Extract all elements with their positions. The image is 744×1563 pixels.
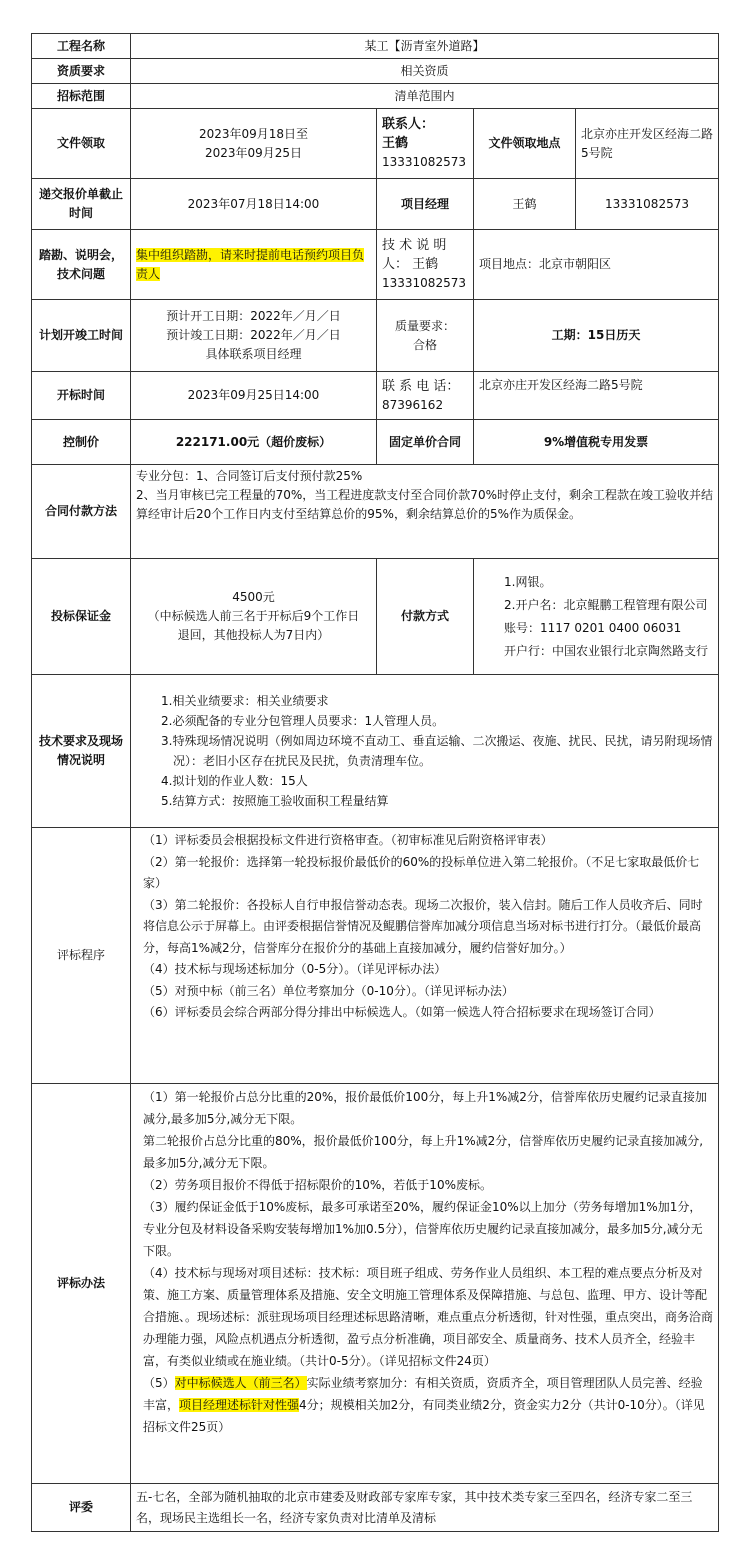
quality-label: 质量要求： <box>394 318 455 333</box>
method-p6-highlight-1: 对中标候选人（前三名） <box>174 1376 307 1390</box>
tech-req-list <box>131 675 719 828</box>
survey-label: 踏勘、说明会，技术问题 <box>32 230 131 300</box>
docs-date-start: 2023年09月18日至 <box>198 126 309 141</box>
tech-req-label: 技术要求及现场情况说明 <box>32 675 131 828</box>
qualification-value: 相关资质 <box>131 59 719 84</box>
row-procedure <box>32 828 719 1084</box>
tech-req-item-2: 2.必须配备的专业分包管理人员要求：1人管理人员。 <box>161 714 445 728</box>
survey-highlight: 集中组织踏勘，请来时提前电话预约项目负责人 <box>136 247 365 281</box>
docs-label: 文件领取 <box>32 109 131 179</box>
judges-value: 五-七名，全部为随机抽取的北京市建委及财政部专家库专家，其中技术类专家三至四名，经济专家二至三名，现场民主选组长一名，经济专家负责对比清单及清标 <box>131 1484 719 1532</box>
schedule-label: 计划开竣工时间 <box>32 300 131 372</box>
method-p6-middle: 实际业绩考察加分：有相关资质，资质齐全，项目管理团队人员完善、经验丰富， <box>143 1376 703 1412</box>
row-judges <box>32 1484 719 1532</box>
docs-date-end: 2023年09月25日 <box>204 145 303 160</box>
method-p2: 第二轮报价占总分比重的80%，报价最低价100分，每上升1%减2分，信誉库依历史履约记录直接加减分,最多加5分,减分无下限。 <box>143 1134 704 1170</box>
row-price <box>32 420 719 465</box>
procedure-item-6: （6）评标委员会综合两部分得分排出中标候选人。（如第一候选人符合招标要求在现场签订合同） <box>143 1005 661 1019</box>
row-deadline <box>32 179 719 230</box>
price-value: 222171.00元（超价废标） <box>131 420 377 465</box>
duration: 工期：15日历天 <box>474 300 719 372</box>
method-p6-highlight-2: 项目经理述标针对性强 <box>179 1398 300 1412</box>
tech-req-item-3: 3.特殊现场情况说明（例如周边环境不直动工、垂直运输、二次搬运、夜施、扰民、民扰，请另附现场情况）：老旧小区存在扰民及民扰，负责清理车位。 <box>161 734 713 768</box>
method-p5: （4）技术标与现场对项目述标：技术标：项目班子组成、劳务作业人员组织、本工程的难点要点分析及对策、施工方案、质量管理体系及措施、安全文明施工管理体系及保障措施、与总包、监理、甲方、设计等配合措施、。现场述标：派驻现场项目经理述标思路清晰，难点重点分析透彻，针对性强，重点突出，商务洽商办理能力强，风险点机遇点分析透彻，盈亏点分析准确，项目部安全、质量商务、技术人员齐全，经验丰富，有类似业绩或在施业绩。（共计0-5分）。（详见招标文件24页） <box>143 1266 714 1368</box>
judges-label: 评委 <box>32 1484 131 1532</box>
tender-table <box>31 33 719 1532</box>
schedule-end: 预计竣工日期：2022年／月／日 <box>166 328 341 342</box>
deposit-label: 投标保证金 <box>32 559 131 675</box>
pay-account: 账号：1117 0201 0400 06031 <box>504 620 682 635</box>
procedure-item-2: （2）第一轮报价：选择第一轮投标报价最低价的60%的投标单位进入第二轮报价。（不足七家取最低价七家） <box>143 854 700 890</box>
project-label: 工程名称 <box>32 34 131 59</box>
tech-contact <box>377 230 474 300</box>
payment-line-2: 2、当月审核已完工程量的70%，当工程进度款支付至合同价款70%时停止支付，剩余工程款在竣工验收并结算经审计后20个工作日内支付至结算总价的95%，剩余结算总价的5%作为质保金。 <box>136 488 713 521</box>
pay-bank: 开户行：中国农业银行北京陶然路支行 <box>504 643 709 658</box>
procedure-item-5: （5）对预中标（前三名）单位考察加分（0-10分）。（详见评标办法） <box>143 983 514 998</box>
quality <box>377 300 474 372</box>
method-label: 评标办法 <box>32 1084 131 1484</box>
row-method <box>32 1084 719 1484</box>
deadline-label: 递交报价单截止时间 <box>32 179 131 230</box>
pm-name: 王鹤 <box>474 179 576 230</box>
docs-contact-phone: 13331082573 <box>382 155 466 169</box>
payment-method-value <box>131 465 719 559</box>
tech-contact-line1: 技 术 说 明 <box>382 238 447 253</box>
procedure-list <box>131 828 719 1084</box>
schedule-start: 预计开工日期：2022年／月／日 <box>166 309 341 323</box>
method-p4: （3）履约保证金低于10%废标，最多可承诺至20%，履约保证金10%以上加分（劳务每增加1%加1分，专业分包及材料设备采购安装每增加1%加0.5分），信誉库依历史履约记录直接加减分，最多加5分,减分无下限。 <box>143 1200 703 1258</box>
row-survey <box>32 230 719 300</box>
payment-line-1: 专业分包：1、合同签订后支付预付款25% <box>136 469 363 483</box>
method-p6-prefix: （5） <box>143 1376 175 1390</box>
docs-contact-label: 联系人： <box>382 117 435 132</box>
opening-value: 2023年09月25日14:00 <box>131 372 377 420</box>
survey-value <box>131 230 377 300</box>
pay-line-2: 2.开户名：北京鲲鹏工程管理有限公司 <box>504 597 708 612</box>
opening-phone-value: 87396162 <box>382 397 444 412</box>
payment-method-label: 合同付款方法 <box>32 465 131 559</box>
tech-contact-line2: 人： 王鹤 <box>382 257 439 272</box>
pm-label: 项目经理 <box>377 179 474 230</box>
opening-phone <box>377 372 474 420</box>
row-project <box>32 34 719 59</box>
opening-label: 开标时间 <box>32 372 131 420</box>
procedure-label: 评标程序 <box>32 828 131 1084</box>
tech-contact-phone: 13331082573 <box>382 276 466 290</box>
price-label: 控制价 <box>32 420 131 465</box>
deposit-amount: 4500元 <box>232 590 275 604</box>
method-p6 <box>143 1372 713 1438</box>
row-tech-req <box>32 675 719 828</box>
fixed-price-label: 固定单价合同 <box>377 420 474 465</box>
row-docs <box>32 109 719 179</box>
procedure-item-3: （3）第二轮报价：各投标人自行申报信誉动态表。现场二次报价，装入信封。随后工作人员收齐后、同时将信息公示于屏幕上。由评委根据信誉情况及鲲鹏信誉库加减分项信息当场对标书进行打分。（最低价最高分，每高1%减2分，信誉库分在报价分的基础上直接加减分，履约信誉好加分。） <box>143 897 703 955</box>
pay-line-1: 1.网银。 <box>504 574 552 589</box>
docs-place-value: 北京亦庄开发区经海二路5号院 <box>576 109 719 179</box>
schedule-note: 具体联系项目经理 <box>205 347 302 361</box>
pay-method-label: 付款方式 <box>377 559 474 675</box>
docs-contact-name: 王鹤 <box>382 136 409 151</box>
row-payment-method <box>32 465 719 559</box>
tech-req-item-5: 5.结算方式：按照施工验收面积工程量结算 <box>161 794 389 808</box>
procedure-item-1: （1）评标委员会根据投标文件进行资格审查。（初审标准见后附资格评审表） <box>143 833 553 847</box>
scope-value: 清单范围内 <box>131 84 719 109</box>
schedule-dates <box>131 300 377 372</box>
procedure-item-4: （4）技术标与现场述标加分（0-5分）。（详见评标办法） <box>143 962 447 976</box>
tech-req-item-4: 4.拟计划的作业人数：15人 <box>161 774 308 788</box>
method-p1: （1）第一轮报价占总分比重的20%，报价最低价100分，每上升1%减2分，信誉库依历史履约记录直接加减分,最多加5分,减分无下限。 <box>143 1090 707 1126</box>
deposit-note: （中标候选人前三名于开标后9个工作日退回，其他投标人为7日内） <box>147 609 360 642</box>
scope-label: 招标范围 <box>32 84 131 109</box>
method-p6-suffix: 4分；规模相关加2分，有同类业绩2分，资金实力2分（共计0-10分）。（详见招标文件25页） <box>143 1398 705 1434</box>
opening-phone-label: 联 系 电 话： <box>382 378 460 394</box>
docs-place-label: 文件领取地点 <box>474 109 576 179</box>
invoice-type: 9%增值税专用发票 <box>474 420 719 465</box>
deposit-value <box>131 559 377 675</box>
row-opening <box>32 372 719 420</box>
row-schedule <box>32 300 719 372</box>
opening-address: 北京亦庄开发区经海二路5号院 <box>474 372 719 420</box>
project-value: 某工【沥青室外道路】 <box>131 34 719 59</box>
row-scope <box>32 84 719 109</box>
deadline-value: 2023年07月18日14:00 <box>131 179 377 230</box>
project-location: 项目地点：北京市朝阳区 <box>474 230 719 300</box>
row-qualification <box>32 59 719 84</box>
qualification-label: 资质要求 <box>32 59 131 84</box>
docs-contact <box>377 109 474 179</box>
tech-req-item-1: 1.相关业绩要求：相关业绩要求 <box>161 694 329 708</box>
row-deposit <box>32 559 719 675</box>
docs-dates <box>131 109 377 179</box>
method-body <box>131 1084 719 1484</box>
pay-method-value <box>474 559 719 675</box>
quality-value: 合格 <box>412 337 437 352</box>
pm-phone: 13331082573 <box>576 179 719 230</box>
method-p3: （2）劳务项目报价不得低于招标限价的10%，若低于10%废标。 <box>143 1178 492 1192</box>
